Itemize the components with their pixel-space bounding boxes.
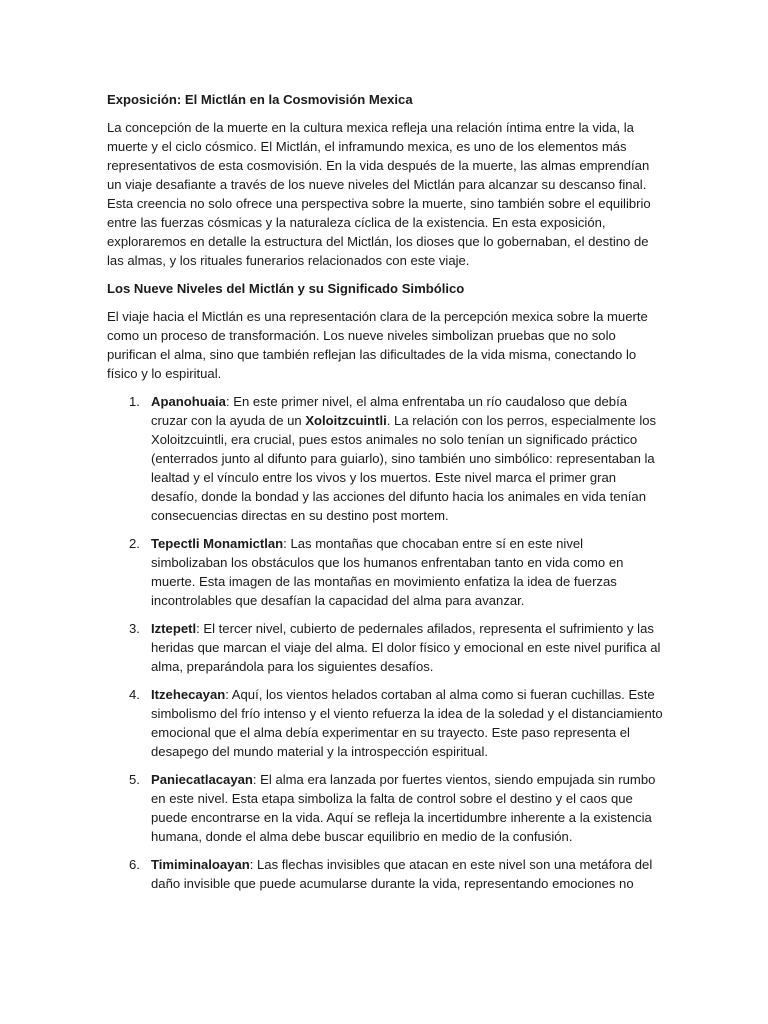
level-name: Paniecatlacayan: [151, 772, 253, 787]
list-item: [107, 619, 663, 676]
level-name: Tepectli Monamictlan: [151, 536, 284, 551]
levels-list: [107, 392, 663, 893]
level-emphasis: Xoloitzcuintli: [305, 413, 387, 428]
section-heading: Los Nueve Niveles del Mictlán y su Significado Simbólico: [107, 281, 465, 296]
intro-paragraph: La concepción de la muerte en la cultura mexica refleja una relación íntima entre la vida, la muerte y el ciclo cósmico. El Mictlán, el inframundo mexica, es uno de los elementos más representativos de esta cosmovisión. En la vida después de la muerte, las almas emprendían un viaje desafiante a través de los nueve niveles del Mictlán para alcanzar su descanso final. Esta creencia no solo ofrece una perspectiva sobre la muerte, sino también sobre el equilibrio entre las fuerzas cósmicas y la naturaleza cíclica de la existencia. En esta exposición, exploraremos en detalle la estructura del Mictlán, los dioses que lo gobernaban, el destino de las almas, y los rituales funerarios relacionados con este viaje.: [107, 120, 651, 268]
list-item: [107, 855, 663, 893]
list-item: [107, 534, 663, 610]
level-text: : El tercer nivel, cubierto de pedernales afilados, representa el sufrimiento y las heridas que marcan el viaje del alma. El dolor físico y emocional en este nivel purifica al alma, preparándola para los siguientes desafíos.: [151, 621, 661, 674]
level-text: : En este primer nivel, el alma enfrentaba un río caudaloso que debía cruzar con la ayuda de un: [151, 394, 627, 428]
level-text: : El alma era lanzada por fuertes vientos, siendo empujada sin rumbo en este nivel. Esta etapa simboliza la falta de control sobre el destino y el caos que puede encontrarse en la vida. Aquí se refleja la incertidumbre inherente a la existencia humana, donde el alma debe buscar equilibrio en medio de la confusión.: [151, 772, 656, 844]
list-number: 3.: [129, 621, 140, 636]
section-intro-paragraph: El viaje hacia el Mictlán es una representación clara de la percepción mexica sobre la muerte como un proceso de transformación. Los nueve niveles simbolizan pruebas que no solo purifican el alma, sino que también reflejan las dificultades de la vida misma, conectando lo físico y lo espiritual.: [107, 309, 648, 381]
list-item: [107, 685, 663, 761]
level-name: Itzehecayan: [151, 687, 226, 702]
level-text: : Aquí, los vientos helados cortaban al alma como si fueran cuchillas. Este simbolismo del frío intenso y el viento refuerza la idea de la soledad y el distanciamiento emocional que el alma debía experimentar en su trayecto. Este paso representa el desapego del mundo material y la introspección espiritual.: [151, 687, 663, 759]
level-name: Timiminaloayan: [151, 857, 250, 872]
level-name: Iztepetl: [151, 621, 197, 636]
document-title: Exposición: El Mictlán en la Cosmovisión Mexica: [107, 92, 413, 107]
level-text: : Las montañas que chocaban entre sí en este nivel simbolizaban los obstáculos que los humanos enfrentaban tanto en vida como en muerte. Esta imagen de las montañas en movimiento enfatiza la idea de fuerzas incontrolables que desafían la capacidad del alma para avanzar.: [151, 536, 624, 608]
list-number: 1.: [129, 394, 140, 409]
level-name: Apanohuaia: [151, 394, 226, 409]
list-item: [107, 392, 663, 525]
list-number: 6.: [129, 857, 140, 872]
list-number: 5.: [129, 772, 140, 787]
level-text: . La relación con los perros, especialmente los Xoloitzcuintli, era crucial, pues estos animales no solo tenían un significado práctico (enterrados junto al difunto para guiarlo), sino también uno simbólico: representaban la lealtad y el vínculo entre los vivos y los muertos. Este nivel marca el primer gran desafío, donde la bondad y las acciones del difunto hacia los animales en vida tenían consecuencias directas en su destino post mortem.: [151, 413, 657, 523]
list-number: 2.: [129, 536, 140, 551]
level-text: : Las flechas invisibles que atacan en este nivel son una metáfora del daño invisible que puede acumularse durante la vida, representando emociones no: [151, 857, 653, 891]
list-number: 4.: [129, 687, 140, 702]
list-item: [107, 770, 663, 846]
document-page: [107, 90, 663, 902]
